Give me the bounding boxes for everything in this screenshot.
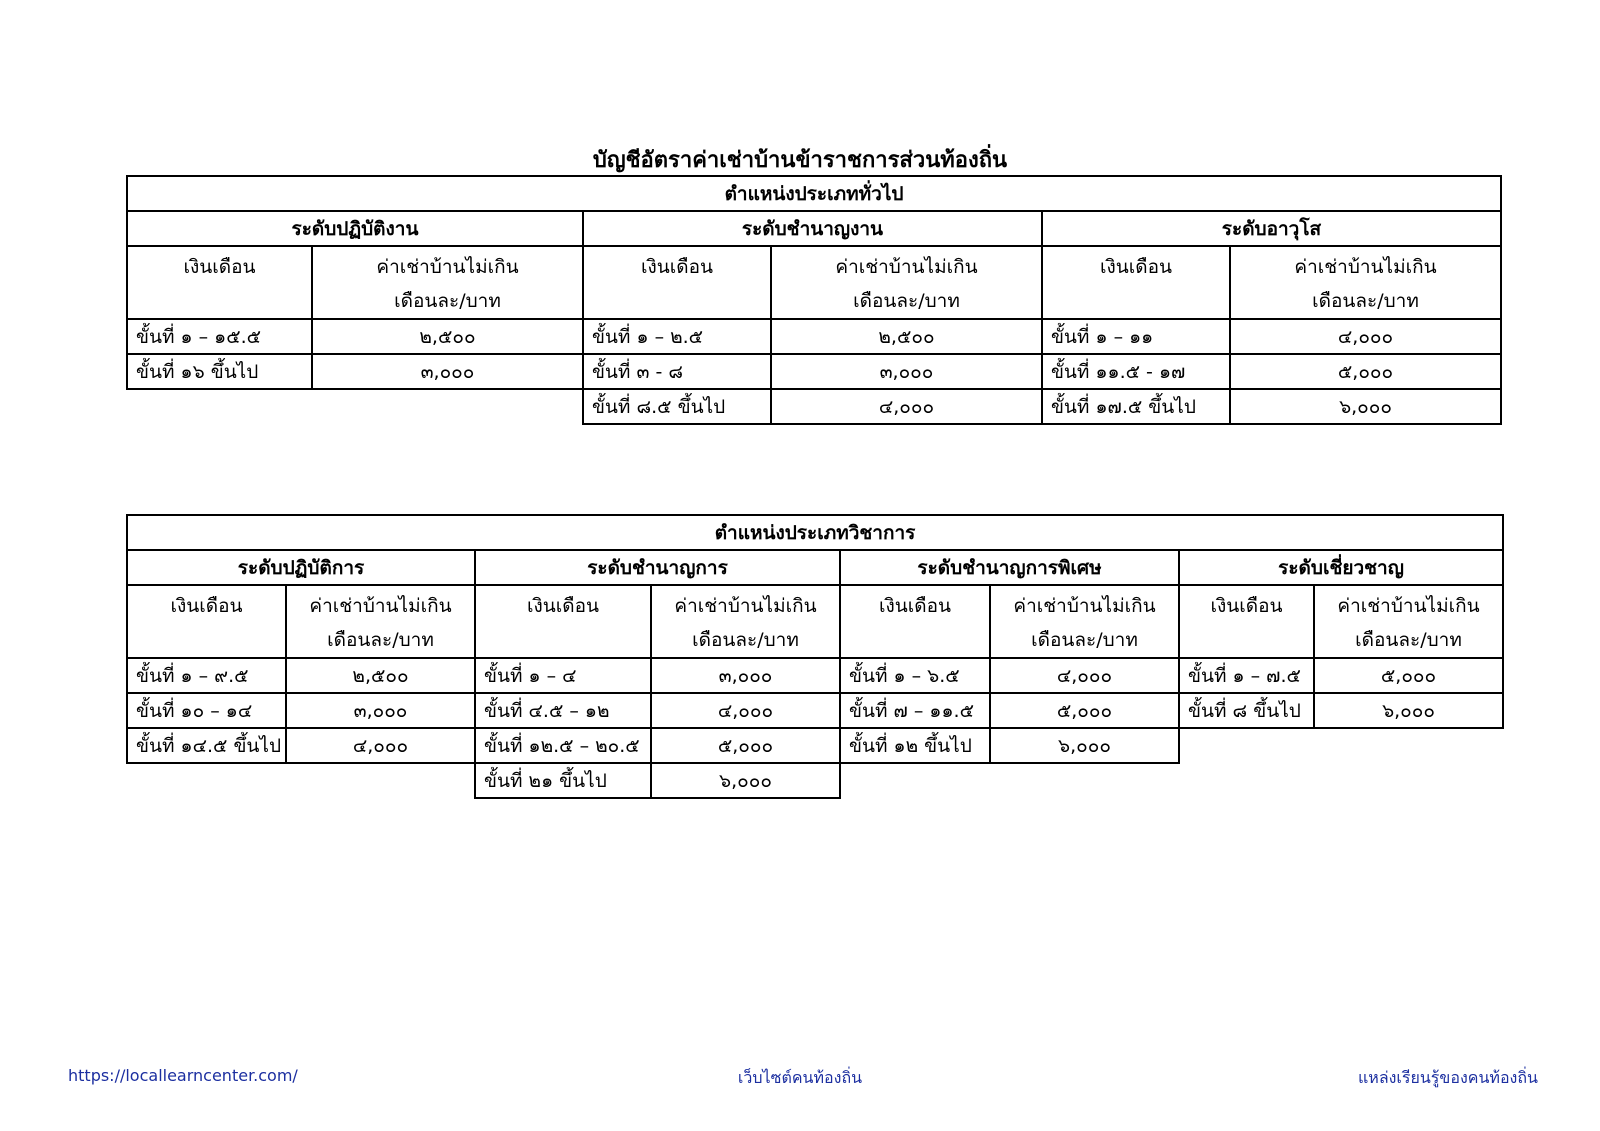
empty-cell bbox=[1179, 728, 1314, 763]
salary-column-header: เงินเดือน bbox=[1179, 585, 1314, 658]
rent-rate-cell: ๓,๐๐๐ bbox=[312, 354, 583, 389]
rent-rate-cell: ๖,๐๐๐ bbox=[1314, 693, 1503, 728]
empty-cell bbox=[312, 389, 583, 424]
empty-cell bbox=[286, 763, 475, 798]
empty-cell bbox=[990, 763, 1179, 798]
footer-tagline: แหล่งเรียนรู้ของคนท้องถิ่น bbox=[1357, 1068, 1538, 1087]
salary-step-cell: ขั้นที่ ๑๑.๕ - ๑๗ bbox=[1042, 354, 1230, 389]
rent-rate-cell: ๓,๐๐๐ bbox=[286, 693, 475, 728]
rent-rate-cell: ๓,๐๐๐ bbox=[651, 658, 840, 693]
rent-rate-cell: ๔,๐๐๐ bbox=[1230, 319, 1501, 354]
academic-level-expert: ระดับเชี่ยวชาญ bbox=[1179, 550, 1503, 585]
general-level-senior: ระดับอาวุโส bbox=[1042, 211, 1501, 246]
rent-column-header: ค่าเช่าบ้านไม่เกิน เดือนละ/บาท bbox=[771, 246, 1042, 319]
rent-rate-cell: ๖,๐๐๐ bbox=[1230, 389, 1501, 424]
table-row bbox=[127, 693, 1503, 728]
table-row bbox=[127, 763, 1503, 798]
empty-cell bbox=[127, 389, 312, 424]
salary-step-cell: ขั้นที่ ๑๔.๕ ขึ้นไป bbox=[127, 728, 286, 763]
salary-column-header: เงินเดือน bbox=[583, 246, 771, 319]
rent-rate-cell: ๔,๐๐๐ bbox=[990, 658, 1179, 693]
salary-column-header: เงินเดือน bbox=[127, 585, 286, 658]
general-level-experienced: ระดับชำนาญงาน bbox=[583, 211, 1042, 246]
table-row bbox=[127, 389, 1501, 424]
rent-column-header: ค่าเช่าบ้านไม่เกิน เดือนละ/บาท bbox=[1314, 585, 1503, 658]
rent-rate-cell: ๕,๐๐๐ bbox=[1230, 354, 1501, 389]
academic-level-senior-professional: ระดับชำนาญการพิเศษ bbox=[840, 550, 1179, 585]
footer-site-name: เว็บไซต์คนท้องถิ่น bbox=[737, 1068, 863, 1087]
footer-website-link[interactable]: https://locallearncenter.com/ bbox=[68, 1066, 298, 1085]
rent-rate-cell: ๓,๐๐๐ bbox=[771, 354, 1042, 389]
empty-cell bbox=[1314, 763, 1503, 798]
empty-cell bbox=[1179, 763, 1314, 798]
salary-column-header: เงินเดือน bbox=[475, 585, 651, 658]
salary-step-cell: ขั้นที่ ๒๑ ขึ้นไป bbox=[475, 763, 651, 798]
salary-step-cell: ขั้นที่ ๘.๕ ขึ้นไป bbox=[583, 389, 771, 424]
salary-step-cell: ขั้นที่ ๑ – ๔ bbox=[475, 658, 651, 693]
rent-rate-cell: ๔,๐๐๐ bbox=[286, 728, 475, 763]
salary-step-cell: ขั้นที่ ๓ - ๘ bbox=[583, 354, 771, 389]
rent-rate-cell: ๔,๐๐๐ bbox=[771, 389, 1042, 424]
table-row bbox=[127, 658, 1503, 693]
salary-column-header: เงินเดือน bbox=[1042, 246, 1230, 319]
salary-column-header: เงินเดือน bbox=[127, 246, 312, 319]
salary-step-cell: ขั้นที่ ๘ ขึ้นไป bbox=[1179, 693, 1314, 728]
salary-step-cell: ขั้นที่ ๔.๕ – ๑๒ bbox=[475, 693, 651, 728]
rent-column-header: ค่าเช่าบ้านไม่เกิน เดือนละ/บาท bbox=[286, 585, 475, 658]
academic-level-professional: ระดับชำนาญการ bbox=[475, 550, 840, 585]
table-row bbox=[127, 319, 1501, 354]
salary-step-cell: ขั้นที่ ๑๖ ขึ้นไป bbox=[127, 354, 312, 389]
rent-column-header: ค่าเช่าบ้านไม่เกิน เดือนละ/บาท bbox=[312, 246, 583, 319]
rent-column-header: ค่าเช่าบ้านไม่เกิน เดือนละ/บาท bbox=[651, 585, 840, 658]
salary-step-cell: ขั้นที่ ๑ – ๗.๕ bbox=[1179, 658, 1314, 693]
rent-rate-cell: ๕,๐๐๐ bbox=[651, 728, 840, 763]
salary-step-cell: ขั้นที่ ๑ – ๑๕.๕ bbox=[127, 319, 312, 354]
empty-cell bbox=[1314, 728, 1503, 763]
rent-rate-cell: ๕,๐๐๐ bbox=[990, 693, 1179, 728]
rent-rate-cell: ๔,๐๐๐ bbox=[651, 693, 840, 728]
salary-step-cell: ขั้นที่ ๗ – ๑๑.๕ bbox=[840, 693, 990, 728]
general-position-rent-table bbox=[126, 175, 1502, 425]
rent-rate-cell: ๒,๕๐๐ bbox=[286, 658, 475, 693]
academic-section-heading: ตำแหน่งประเภทวิชาการ bbox=[127, 515, 1503, 550]
salary-step-cell: ขั้นที่ ๑ – ๙.๕ bbox=[127, 658, 286, 693]
rent-rate-cell: ๖,๐๐๐ bbox=[651, 763, 840, 798]
salary-step-cell: ขั้นที่ ๑๒.๕ – ๒๐.๕ bbox=[475, 728, 651, 763]
salary-step-cell: ขั้นที่ ๑ – ๒.๕ bbox=[583, 319, 771, 354]
salary-step-cell: ขั้นที่ ๑๐ – ๑๔ bbox=[127, 693, 286, 728]
salary-step-cell: ขั้นที่ ๑ – ๑๑ bbox=[1042, 319, 1230, 354]
table-row bbox=[127, 354, 1501, 389]
salary-step-cell: ขั้นที่ ๑ – ๖.๕ bbox=[840, 658, 990, 693]
empty-cell bbox=[840, 763, 990, 798]
general-level-operational: ระดับปฏิบัติงาน bbox=[127, 211, 583, 246]
empty-cell bbox=[127, 763, 286, 798]
rent-column-header: ค่าเช่าบ้านไม่เกิน เดือนละ/บาท bbox=[990, 585, 1179, 658]
general-section-heading: ตำแหน่งประเภททั่วไป bbox=[127, 176, 1501, 211]
document-title: บัญชีอัตราค่าเช่าบ้านข้าราชการส่วนท้องถิ่น bbox=[592, 148, 1008, 173]
rent-column-header: ค่าเช่าบ้านไม่เกิน เดือนละ/บาท bbox=[1230, 246, 1501, 319]
table-row bbox=[127, 728, 1503, 763]
rent-rate-cell: ๒,๕๐๐ bbox=[312, 319, 583, 354]
salary-step-cell: ขั้นที่ ๑๗.๕ ขึ้นไป bbox=[1042, 389, 1230, 424]
rent-rate-cell: ๒,๕๐๐ bbox=[771, 319, 1042, 354]
academic-position-rent-table bbox=[126, 514, 1504, 799]
salary-step-cell: ขั้นที่ ๑๒ ขึ้นไป bbox=[840, 728, 990, 763]
rent-rate-cell: ๖,๐๐๐ bbox=[990, 728, 1179, 763]
salary-column-header: เงินเดือน bbox=[840, 585, 990, 658]
rent-rate-cell: ๕,๐๐๐ bbox=[1314, 658, 1503, 693]
academic-level-practitioner: ระดับปฏิบัติการ bbox=[127, 550, 475, 585]
